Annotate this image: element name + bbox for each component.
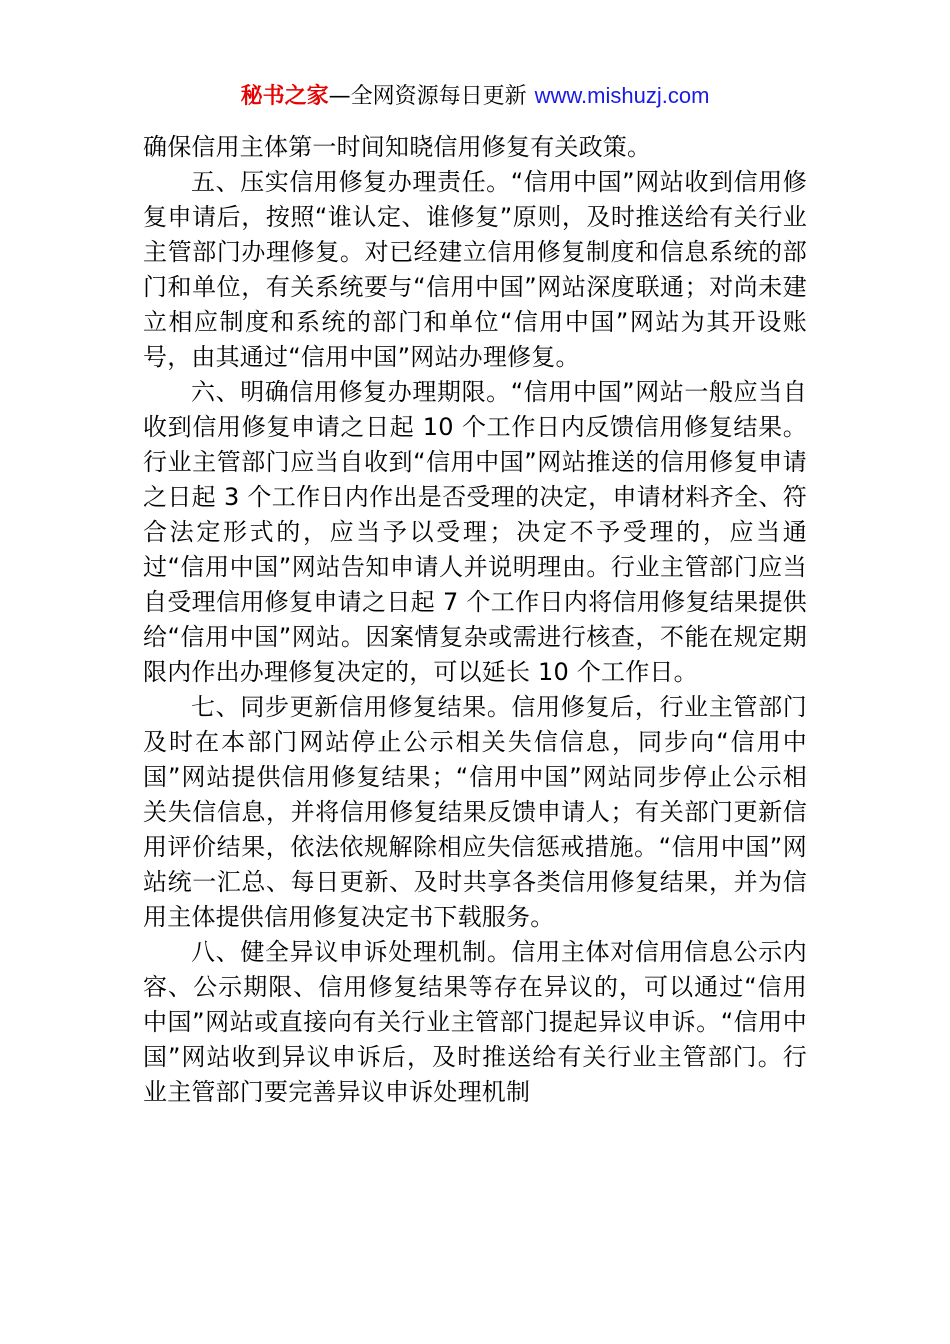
paragraph-section-7: 七、同步更新信用修复结果。信用修复后，行业主管部门及时在本部门网站停止公示相关失信信息，同步向“信用中国”网站提供信用修复结果；“信用中国”网站同步停止公示相关失信信息，并将信用修复结果反馈申请人；有关部门更新信用评价结果，依法依规解除相应失信惩戒措施。“信用中国”网站统一汇总、每日更新、及时共享各类信用修复结果，并为信用主体提供信用修复决定书下载服务。 [143, 693, 807, 931]
site-brand: 秘书之家 [240, 84, 329, 109]
site-tagline: —全网资源每日更新 [328, 84, 527, 109]
paragraph-continuation: 确保信用主体第一时间知晓信用修复有关政策。 [143, 133, 652, 161]
paragraph-section-8: 八、健全异议申诉处理机制。信用主体对信用信息公示内容、公示期限、信用修复结果等存在异议的，可以通过“信用中国”网站或直接向有关行业主管部门提起异议申诉。“信用中国”网站收到异议申诉后，及时推送给有关行业主管部门。行业主管部门要完善异议申诉处理机制 [143, 938, 807, 1106]
site-url-link[interactable]: www.mishuzj.com [534, 83, 710, 108]
paragraph-section-6: 六、明确信用修复办理期限。“信用中国”网站一般应当自收到信用修复申请之日起 10 个工作日内反馈信用修复结果。行业主管部门应当自收到“信用中国”网站推送的信用修复申请之日起 3 个工作日内作出是否受理的决定，申请材料齐全、符合法定形式的，应当予以受理；决定不予受理的，应当通过“信用中国”网站告知申请人并说明理由。行业主管部门应当自受理信用修复申请之日起 7 个工作日内将信用修复结果提供给“信用中国”网站。因案情复杂或需进行核查，不能在规定期限内作出办理修复决定的，可以延长 10 个工作日。 [143, 378, 807, 686]
paragraph-section-5: 五、压实信用修复办理责任。“信用中国”网站收到信用修复申请后，按照“谁认定、谁修复”原则，及时推送给有关行业主管部门办理修复。对已经建立信用修复制度和信息系统的部门和单位，有关系统要与“信用中国”网站深度联通；对尚未建立相应制度和系统的部门和单位“信用中国”网站为其开设账号，由其通过“信用中国”网站办理修复。 [143, 168, 807, 371]
document-body [143, 130, 807, 1110]
site-header [0, 80, 950, 113]
